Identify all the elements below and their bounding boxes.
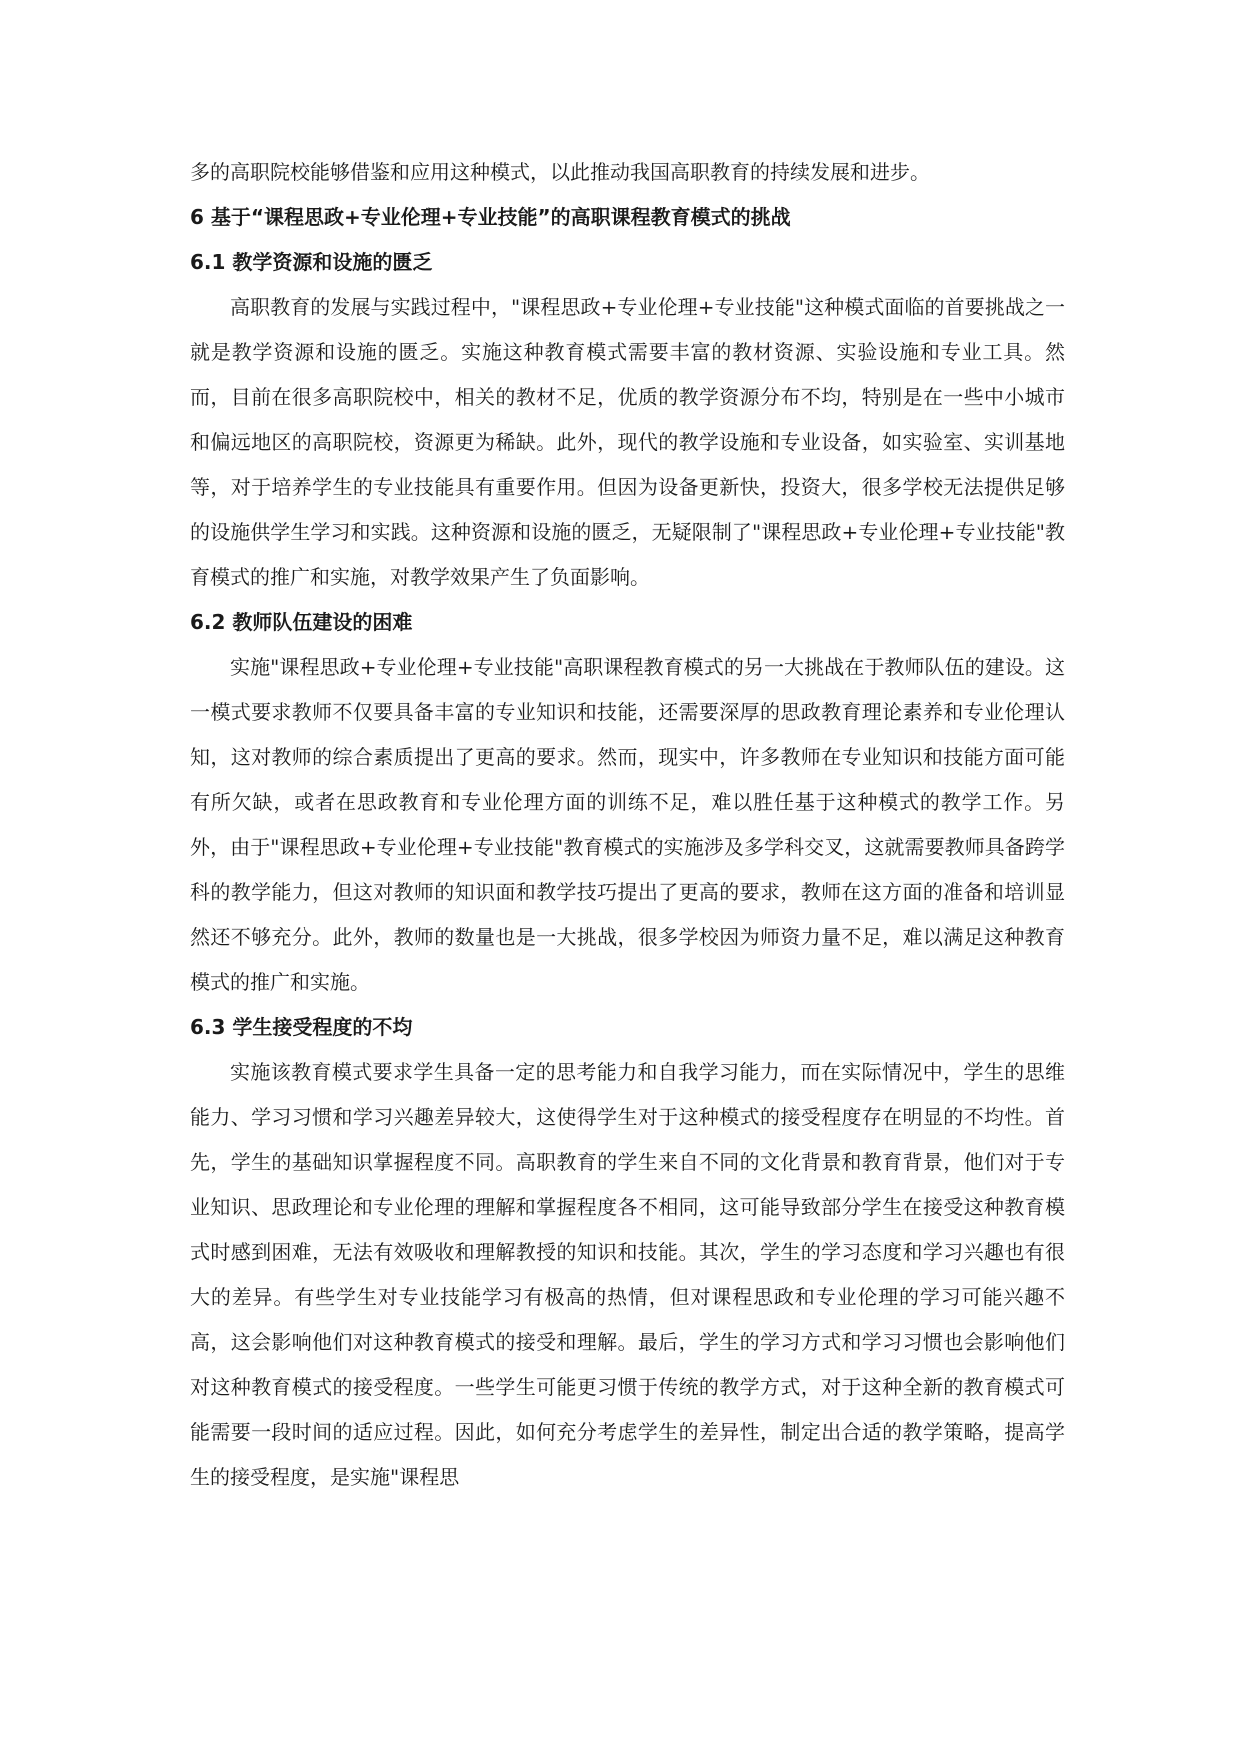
section-heading-6: 6 基于“课程思政+专业伦理+专业技能”的高职课程教育模式的挑战: [190, 205, 791, 229]
subsection-heading-6-1: 6.1 教学资源和设施的匮乏: [190, 250, 433, 274]
subsection-heading-6-3: 6.3 学生接受程度的不均: [190, 1015, 413, 1039]
subsection-heading-6-2: 6.2 教师队伍建设的困难: [190, 610, 413, 634]
paragraph-6-3: 实施该教育模式要求学生具备一定的思考能力和自我学习能力，而在实际情况中，学生的思维能力、学习习惯和学习兴趣差异较大，这使得学生对于这种模式的接受程度存在明显的不均性。首先，学生的基础知识掌握程度不同。高职教育的学生来自不同的文化背景和教育背景，他们对于专业知识、思政理论和专业伦理的理解和掌握程度各不相同，这可能导致部分学生在接受这种教育模式时感到困难，无法有效吸收和理解教授的知识和技能。其次，学生的学习态度和学习兴趣也有很大的差异。有些学生对专业技能学习有极高的热情，但对课程思政和专业伦理的学习可能兴趣不高，这会影响他们对这种教育模式的接受和理解。最后，学生的学习方式和学习习惯也会影响他们对这种教育模式的接受程度。一些学生可能更习惯于传统的教学方式，对于这种全新的教育模式可能需要一段时间的适应过程。因此，如何充分考虑学生的差异性，制定出合适的教学策略，提高学生的接受程度，是实施"课程思: [190, 1060, 1065, 1489]
paragraph-6-2: 实施"课程思政+专业伦理+专业技能"高职课程教育模式的另一大挑战在于教师队伍的建设。这一模式要求教师不仅要具备丰富的专业知识和技能，还需要深厚的思政教育理论素养和专业伦理认知，这对教师的综合素质提出了更高的要求。然而，现实中，许多教师在专业知识和技能方面可能有所欠缺，或者在思政教育和专业伦理方面的训练不足，难以胜任基于这种模式的教学工作。另外，由于"课程思政+专业伦理+专业技能"教育模式的实施涉及多学科交叉，这就需要教师具备跨学科的教学能力，但这对教师的知识面和教学技巧提出了更高的要求，教师在这方面的准备和培训显然还不够充分。此外，教师的数量也是一大挑战，很多学校因为师资力量不足，难以满足这种教育模式的推广和实施。: [190, 655, 1065, 994]
paragraph-6-1: 高职教育的发展与实践过程中，"课程思政+专业伦理+专业技能"这种模式面临的首要挑战之一就是教学资源和设施的匮乏。实施这种教育模式需要丰富的教材资源、实验设施和专业工具。然而，目前在很多高职院校中，相关的教材不足，优质的教学资源分布不均，特别是在一些中小城市和偏远地区的高职院校，资源更为稀缺。此外，现代的教学设施和专业设备，如实验室、实训基地等，对于培养学生的专业技能具有重要作用。但因为设备更新快，投资大，很多学校无法提供足够的设施供学生学习和实践。这种资源和设施的匮乏，无疑限制了"课程思政+专业伦理+专业技能"教育模式的推广和实施，对教学效果产生了负面影响。: [190, 295, 1065, 589]
paragraph-continued: 多的高职院校能够借鉴和应用这种模式，以此推动我国高职教育的持续发展和进步。: [190, 160, 930, 184]
